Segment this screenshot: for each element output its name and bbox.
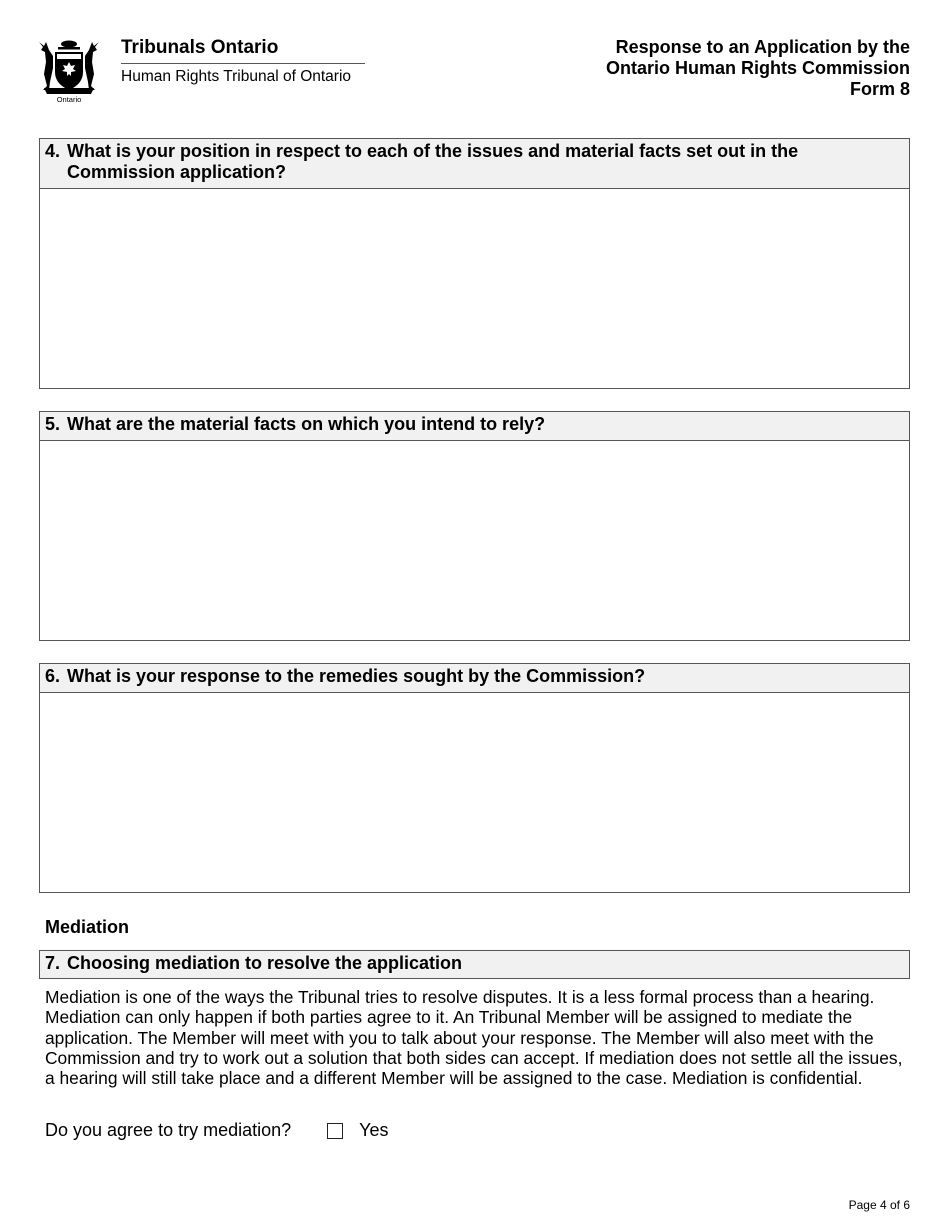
mediation-description: Mediation is one of the ways the Tribunal tries to resolve disputes. It is a less formal process than a hearing. Mediation can only happen if both parties agree to it. An Tribunal Member will be assigned to mediate the application. The Member will meet with you to talk about your response. The Member will also meet with the Commission and try to work out a solution that both sides can accept. If mediation does not settle all the issues, a hearing will still take place and a different Member will be assigned to the case. Mediation is confidential. xyxy=(45,987,903,1089)
org-name: Tribunals Ontario xyxy=(121,37,279,58)
mediation-section-label: Mediation xyxy=(45,917,129,937)
form-title xyxy=(606,37,910,100)
question-7-number: 7. xyxy=(45,953,61,973)
question-7-header xyxy=(39,950,910,979)
form-title-line1: Response to an Application by the xyxy=(615,37,910,57)
header-divider xyxy=(121,63,365,64)
question-4-box xyxy=(39,138,910,389)
question-5-box xyxy=(39,411,910,641)
question-5-number: 5. xyxy=(45,414,61,434)
logo-caption: Ontario xyxy=(56,95,82,104)
question-4-answer-field[interactable] xyxy=(40,189,909,388)
mediation-yes-label: Yes xyxy=(359,1120,389,1140)
form-number: Form 8 xyxy=(849,79,910,99)
mediation-yes-checkbox[interactable] xyxy=(327,1123,343,1139)
form-title-line2: Ontario Human Rights Commission xyxy=(605,58,910,78)
question-5-header xyxy=(40,412,909,441)
ontario-coat-of-arms-logo xyxy=(36,38,102,104)
question-4-number: 4. xyxy=(45,141,61,161)
mediation-agree-row xyxy=(45,1120,389,1141)
page-number: Page 4 of 6 xyxy=(848,1198,910,1212)
question-4-text: What is your position in respect to each of the issues and material facts set out in the Commission application? xyxy=(67,141,799,182)
question-5-text: What are the material facts on which you intend to rely? xyxy=(67,414,546,434)
org-subtitle: Human Rights Tribunal of Ontario xyxy=(121,68,352,85)
question-4-header xyxy=(40,139,909,189)
mediation-agree-question: Do you agree to try mediation? xyxy=(45,1120,292,1140)
question-6-answer-field[interactable] xyxy=(40,693,909,892)
question-6-box xyxy=(39,663,910,893)
question-6-text: What is your response to the remedies sought by the Commission? xyxy=(67,666,646,686)
question-6-number: 6. xyxy=(45,666,61,686)
question-5-answer-field[interactable] xyxy=(40,441,909,640)
question-7-text: Choosing mediation to resolve the application xyxy=(67,953,463,973)
question-6-header xyxy=(40,664,909,693)
